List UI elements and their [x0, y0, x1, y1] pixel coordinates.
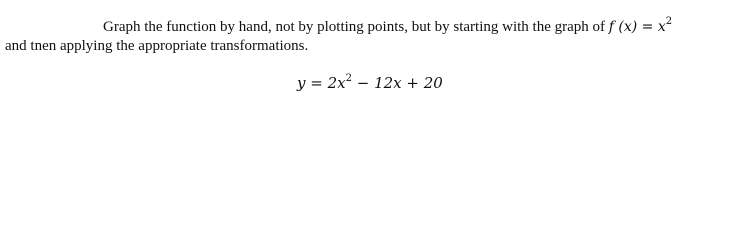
equation-exponent: 2 — [345, 73, 352, 84]
equation-rhs: − 12x + 20 — [351, 74, 443, 92]
instruction-text: Graph the function by hand, not by plotting points, but by starting with the graph of — [103, 19, 609, 35]
target-equation — [297, 74, 443, 92]
base-function: f $(x) = x^2$ — [608, 16, 673, 35]
instruction-line-2: and tnen applying the appropriate transformations. — [5, 38, 309, 54]
equation-lhs: y = 2x — [297, 74, 346, 92]
base-exponent: 2 — [665, 16, 673, 28]
instruction-line-1 — [103, 18, 672, 36]
